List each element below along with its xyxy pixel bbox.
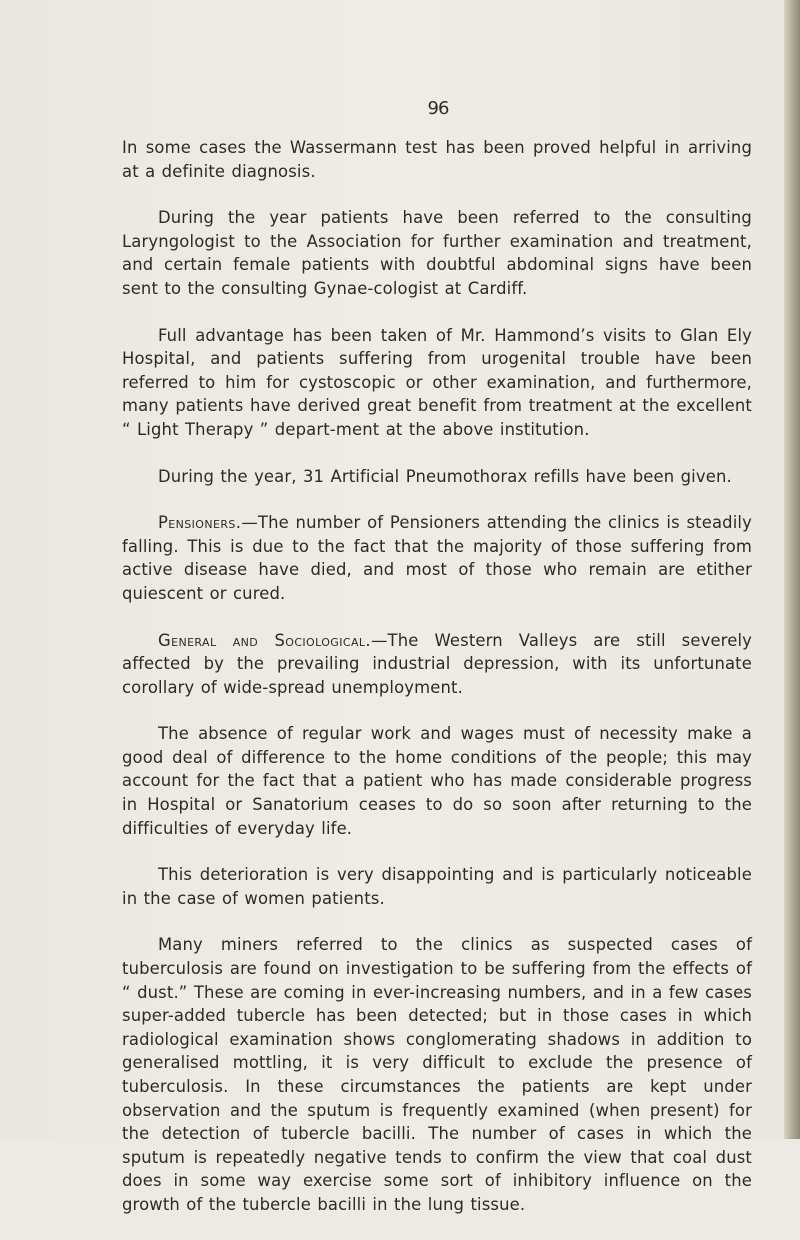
section-heading-pensioners: Pensioners.: [158, 513, 242, 533]
paragraph-pensioners: [122, 511, 752, 605]
page-edge-shadow: [784, 0, 800, 1139]
paragraph-general: [122, 629, 752, 700]
paragraph-referrals: During the year patients have been referred to the consulting Laryngologist to the Association for further examination and treatment, and certain female patients with doubtful abdominal signs have been sent to the consulting Gynae-cologist at Cardiff.: [122, 208, 752, 298]
paragraph-general-body: —The Western Valleys are still severely affected by the prevailing industrial depression, with its unfortunate corollary of wide-spread unemployment.: [122, 630, 752, 697]
paragraph-deterioration: This deterioration is very disappointing and is particularly noticeable in the case of women patients.: [122, 865, 752, 908]
paragraph-wassermann: In some cases the Wassermann test has been proved helpful in arriving at a definite diagnosis.: [122, 138, 752, 181]
paragraph-absence-of-work: The absence of regular work and wages must of necessity make a good deal of difference to the home conditions of the people; this may account for the fact that a patient who has made considerable progress in Hospital or Sanatorium ceases to do so soon after returning to the difficulties of everyday life.: [122, 724, 752, 838]
paragraph-pensioners-body: —The number of Pensioners attending the clinics is steadily falling. This is due to the fact that the majority of those suffering from active disease have died, and most of those who remain are etither quiescent or cured.: [122, 513, 752, 603]
paragraph-hammond: Full advantage has been taken of Mr. Hammond’s visits to Glan Ely Hospital, and patients suffering from urogenital trouble have been referred to him for cystoscopic or other examination, and furthermore, many patients have derived great benefit from treatment at the excellent “ Light Therapy ” depart-ment at the above institution.: [122, 325, 752, 439]
paragraph-pneumothorax: During the year, 31 Artificial Pneumothorax refills have been given.: [158, 466, 732, 486]
paragraph-miners: Many miners referred to the clinics as suspected cases of tuberculosis are found on investigation to be suffering from the effects of “ dust.” These are coming in ever-increasing numbers, and in a few cases super-added tubercle has been detected; but in those cases in which radiological examination shows conglomerating shadows in addition to generalised mottling, it is very difficult to exclude the presence of tuberculosis. In these circumstances the patients are kept under observation and the sputum is frequently examined (when present) for the detection of tubercle bacilli. The number of cases in which the sputum is repeatedly negative tends to confirm the view that coal dust does in some way exercise some sort of inhibitory influence on the growth of the tubercle bacilli in the lung tissue.: [122, 935, 752, 1214]
document-body: [122, 136, 752, 1240]
section-heading-general: General and Sociological.: [158, 630, 372, 650]
page-number: 96: [427, 98, 449, 119]
